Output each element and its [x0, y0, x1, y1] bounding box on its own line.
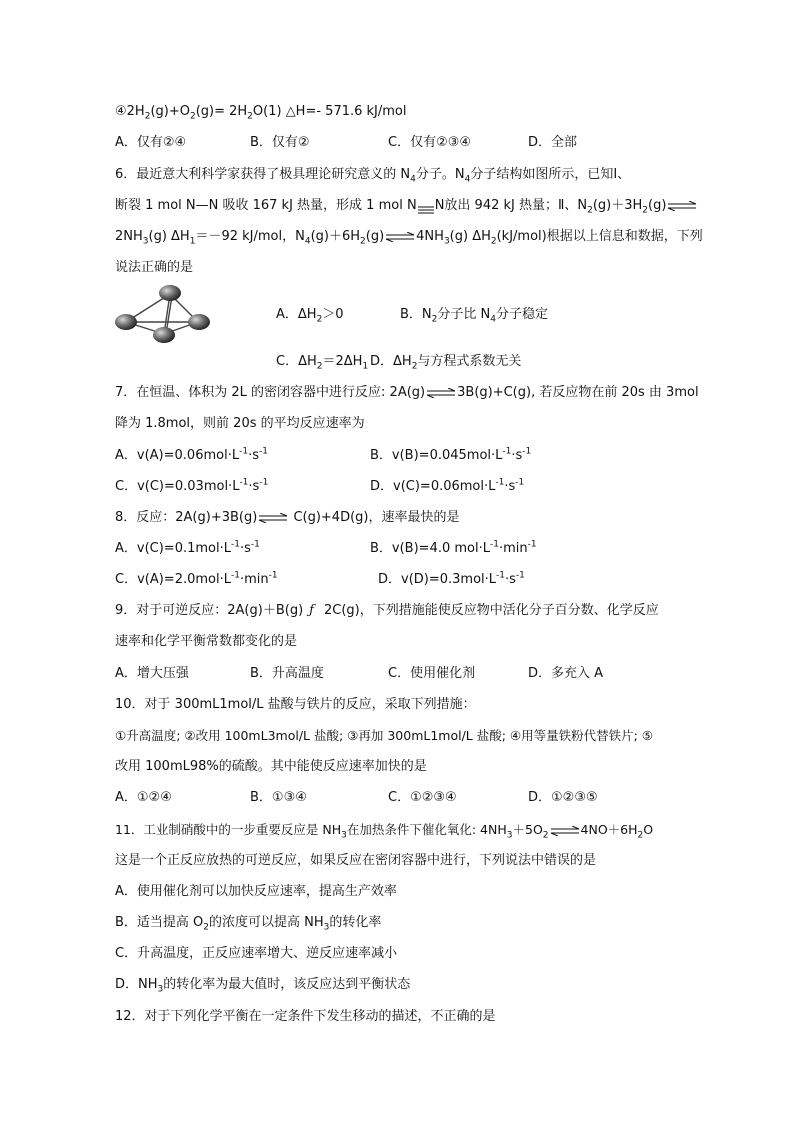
- equilibrium-arrow-icon: [550, 826, 580, 836]
- n4-molecule-diagram: [112, 284, 216, 346]
- q10-line-1: 10．对于 300mL1mol/L 盐酸与铁片的反应，采取下列措施：: [115, 697, 476, 712]
- q11-option-c[interactable]: C．升高温度，正反应速率增大、逆反应速率减小: [115, 946, 398, 961]
- q6-line-2: 断裂 1 mol N—N 吸收 167 kJ 热量，形成 1 mol N N放出 942 kJ 热量；Ⅱ、$N_2(g)+3H_2(g)$: [115, 197, 698, 215]
- q8-line-1: 8．反应：2A(g)+3B(g) C(g)+4D(g)，速率最快的是: [115, 510, 460, 525]
- q11-option-d[interactable]: D．$NH_3$的转化率为最大值时，该反应达到平衡状态: [115, 977, 411, 995]
- q10-option-b[interactable]: B．①③④: [250, 790, 307, 805]
- q8-option-d[interactable]: D．$v(D)=0.3mol\cdot L^{-1}\cdot s^{-1}$: [378, 570, 525, 587]
- q11-line-1: 11．工业制硝酸中的一步重要反应是 $NH_3$在加热条件下催化氧化: $4NH_3+5O_2$ $4NO+6H_2O$: [115, 822, 654, 841]
- q6-option-a[interactable]: A．$\Delta H_2>0$: [276, 307, 344, 325]
- q9-option-c[interactable]: C．使用催化剂: [388, 666, 476, 681]
- q8-option-c[interactable]: C．$v(A)=2.0mol\cdot L^{-1}\cdot\min^{-1}$: [115, 570, 278, 587]
- q9-line-2: 速率和化学平衡常数都变化的是: [115, 634, 298, 649]
- q10-option-a[interactable]: A．①②④: [115, 790, 172, 805]
- q10-line-3: 改用 100mL98%的硫酸。其中能使反应速率加快的是: [115, 759, 427, 774]
- q8-option-a[interactable]: A．$v(C)=0.1mol\cdot L^{-1}\cdot s^{-1}$: [115, 539, 260, 556]
- q12-line-1: 12．对于下列化学平衡在一定条件下发生移动的描述，不正确的是: [115, 1009, 496, 1024]
- equilibrium-arrow-icon: [426, 388, 456, 398]
- q6-line-4: 说法正确的是: [115, 260, 194, 275]
- q11-line-2: 这是一个正反应放热的可逆反应，如果反应在密闭容器中进行，下列说法中错误的是: [115, 853, 597, 868]
- q7-option-d[interactable]: D．$v(C)=0.06mol\cdot L^{-1}\cdot s^{-1}$: [370, 477, 525, 494]
- equilibrium-arrow-icon: [667, 201, 697, 211]
- q6-option-b[interactable]: B．$N_2$分子比 $N_4$分子稳定: [400, 307, 548, 325]
- q9-option-a[interactable]: A．增大压强: [115, 666, 189, 681]
- q9-option-d[interactable]: D．多充入 A: [528, 666, 604, 681]
- triple-bond-icon: [418, 202, 434, 210]
- q5-option-c[interactable]: C．仅有②③④: [388, 135, 472, 150]
- q5-option-a[interactable]: A．仅有②④: [115, 135, 187, 150]
- q11-option-b[interactable]: B．适当提高 $O_2$的浓度可以提高 $NH_3$的转化率: [115, 915, 382, 933]
- q5-item-4: $④2H_2(g)+O_2(g)= 2H_2O(1)$ △H=- 571.6 kJ/mol: [115, 104, 407, 122]
- q9-line-1: 9．对于可逆反应：2A(g)＋B(g) ƒ 2C(g)，下列措施能使反应物中活化分子百分数、化学反应: [115, 603, 659, 618]
- equilibrium-arrow-icon: [385, 232, 415, 242]
- q6-line-1: 6．最近意大利科学家获得了极具理论研究意义的 $N_4$分子。$N_4$分子结构如图所示，已知Ⅰ、: [115, 167, 631, 185]
- q6-option-c[interactable]: C．$\Delta H_2=2\Delta H_1$: [276, 354, 369, 372]
- q7-option-a[interactable]: A．$v(A)=0.06mol\cdot L^{-1}\cdot s^{-1}$: [115, 446, 268, 463]
- q7-line-1: 7．在恒温、体积为 2L 的密闭容器中进行反应: 2A(g) 3B(g)+C(g), 若反应物在前 20s 由 3mol: [115, 385, 699, 400]
- q10-option-c[interactable]: C．①②③④: [388, 790, 457, 805]
- q5-option-b[interactable]: B．仅有②: [250, 135, 310, 150]
- q7-option-b[interactable]: B．$v(B)=0.045mol\cdot L^{-1}\cdot s^{-1}$: [370, 446, 532, 463]
- q7-line-2: 降为 1.8mol，则前 20s 的平均反应速率为: [115, 416, 365, 431]
- q6-option-d[interactable]: D．$\Delta H_2$与方程式系数无关: [370, 354, 522, 372]
- q5-option-d[interactable]: D．全部: [528, 135, 578, 150]
- q9-option-b[interactable]: B．升高温度: [250, 666, 324, 681]
- q7-option-c[interactable]: C．$v(C)=0.03mol\cdot L^{-1}\cdot s^{-1}$: [115, 477, 269, 494]
- q8-option-b[interactable]: B．v(B)=4.0 $mol\cdot L^{-1}\cdot\min^{-1}$: [370, 539, 537, 556]
- q6-line-3: $2NH_3(g)$ $\Delta H_1=-92$ kJ/mol，$N_4(g)+6H_2(g)$ $4NH_3(g)$ $\Delta H_2(kJ/mol)$根据以上信息和数据，下列: [115, 229, 703, 247]
- equilibrium-arrow-icon: [258, 513, 288, 523]
- q10-option-d[interactable]: D．①②③⑤: [528, 790, 598, 805]
- q11-option-a[interactable]: A．使用催化剂可以加快反应速率，提高生产效率: [115, 884, 397, 899]
- q10-line-2: ①升高温度; ②改用 100mL3mol/L 盐酸; ③再加 300mL1mol/L 盐酸; ④用等量铁粉代替铁片; ⑤: [115, 728, 654, 743]
